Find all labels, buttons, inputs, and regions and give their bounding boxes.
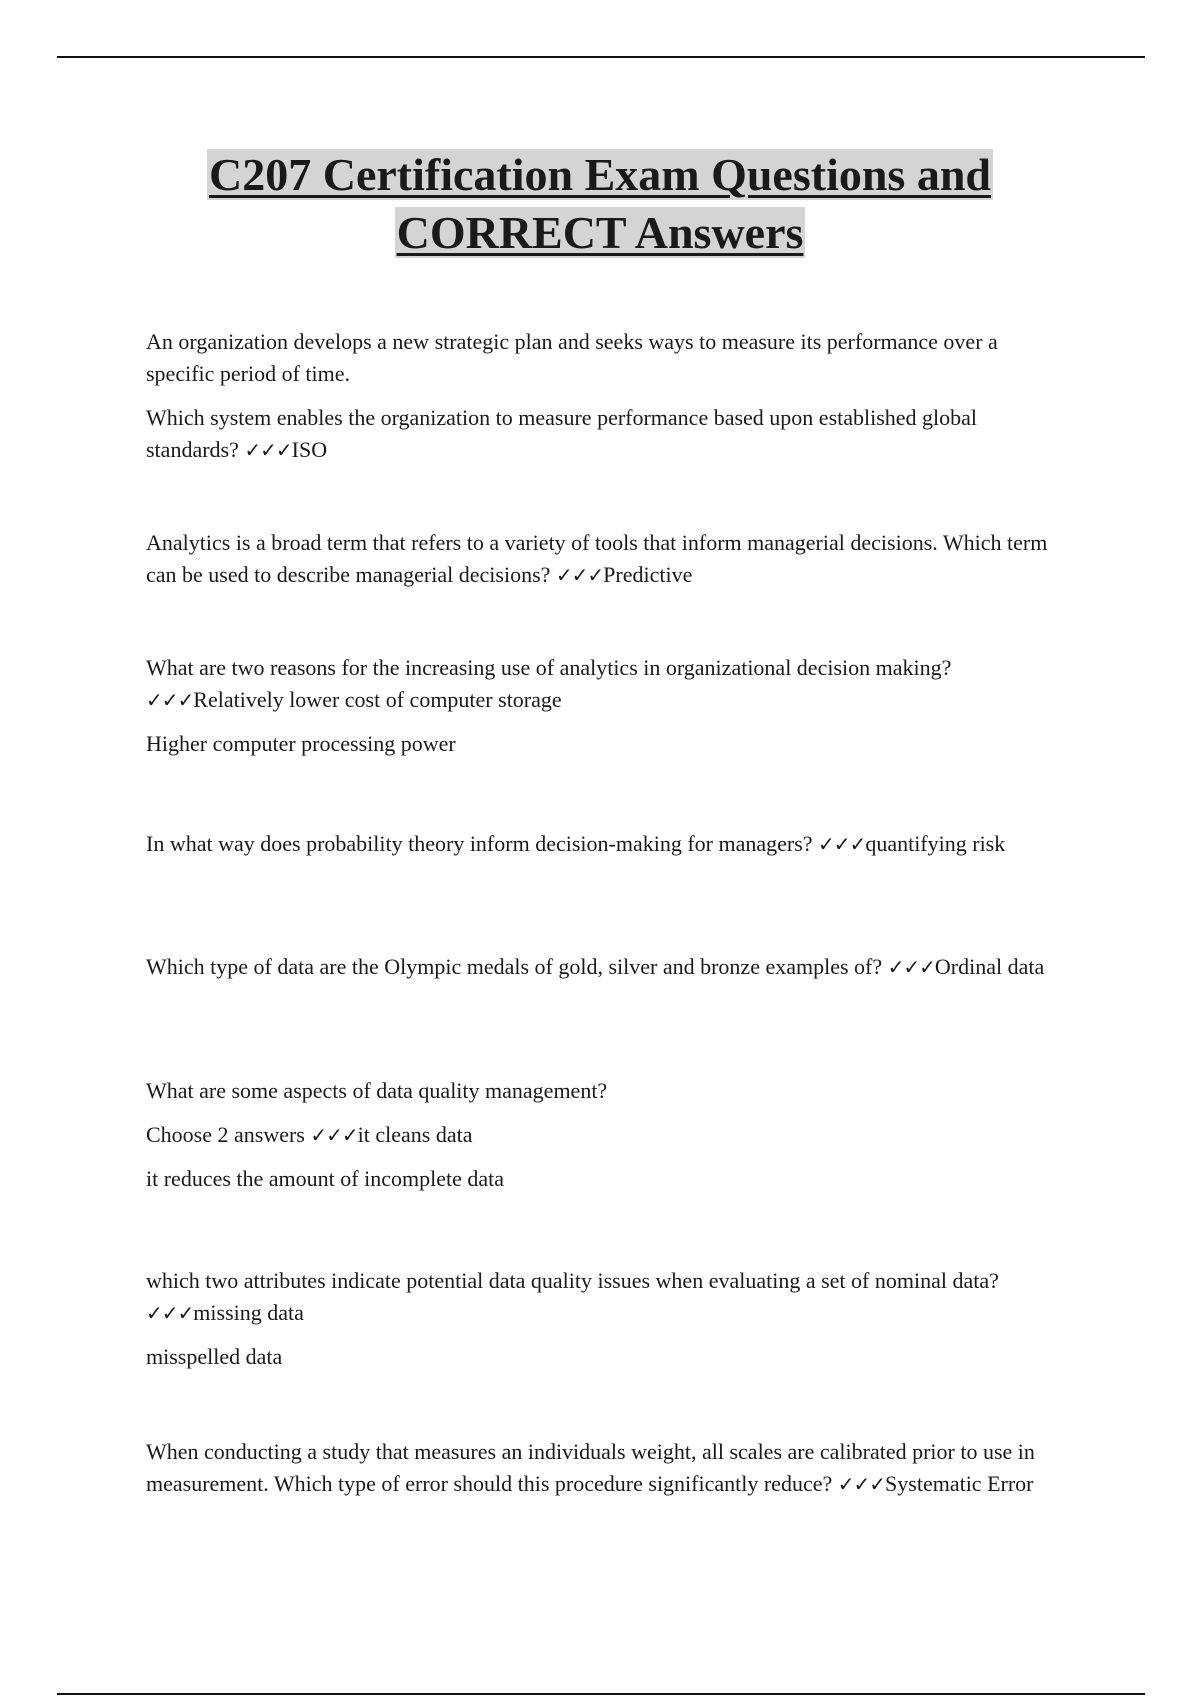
question-text: Choose 2 answers ✓✓✓it cleans data [146,1122,473,1147]
answer-text: it cleans data [357,1122,473,1147]
checkmark-icon: ✓✓✓ [818,832,866,856]
answer-text: Predictive [603,562,693,587]
qa-item [146,951,1066,983]
title-line-1: C207 Certification Exam Questions and [209,149,991,200]
question-text: In what way does probability theory inform decision-making for managers? ✓✓✓quantifying risk [146,831,1006,856]
answer-text: Higher computer processing power [146,731,456,756]
qa-item [146,1436,1066,1500]
checkmark-icon: ✓✓✓ [555,563,604,587]
qa-item [146,326,1066,466]
question-text: Which system enables the organization to measure performance based upon established global standards? ✓✓✓ISO [146,405,978,462]
answer-text: Systematic Error [885,1471,1034,1496]
answer-text: it reduces the amount of incomplete data [146,1166,504,1191]
qa-item [146,828,1066,860]
question-text: Analytics is a broad term that refers to a variety of tools that inform managerial decisions. Which term can be used to describe managerial decisions? ✓✓✓Predictive [146,530,1048,587]
checkmark-icon: ✓✓✓ [146,688,194,712]
question-text: which two attributes indicate potential data quality issues when evaluating a set of nominal data? ✓✓✓missing data [146,1268,999,1325]
question-text: Which type of data are the Olympic medals of gold, silver and bronze examples of? ✓✓✓Ordinal data [146,954,1045,979]
checkmark-icon: ✓✓✓ [146,1301,194,1325]
bottom-rule [57,1693,1145,1695]
title-line-2: CORRECT Answers [396,207,804,258]
answer-text: missing data [193,1300,304,1325]
qa-item [146,1075,1066,1195]
question-text: What are some aspects of data quality management? [146,1078,608,1103]
question-text: An organization develops a new strategic plan and seeks ways to measure its performance over a specific period of time. [146,329,998,386]
answer-text: misspelled data [146,1344,283,1369]
qa-item [146,1265,1066,1373]
top-rule [57,56,1145,58]
checkmark-icon: ✓✓✓ [244,438,292,462]
question-text: What are two reasons for the increasing use of analytics in organizational decision making? ✓✓✓Relatively lower cost of computer storage [146,655,952,712]
answer-text: ISO [291,437,328,462]
answer-text: Ordinal data [934,954,1045,979]
qa-item [146,527,1066,591]
qa-item [146,652,1066,760]
checkmark-icon: ✓✓✓ [887,955,935,979]
question-text: When conducting a study that measures an individuals weight, all scales are calibrated prior to use in measurement. Which type of error should this procedure significantly reduce? ✓✓✓Systematic Error [146,1439,1035,1496]
document-title [0,146,1200,262]
answer-text: Relatively lower cost of computer storage [193,687,562,712]
checkmark-icon: ✓✓✓ [837,1472,886,1496]
checkmark-icon: ✓✓✓ [310,1123,358,1147]
answer-text: quantifying risk [865,831,1006,856]
